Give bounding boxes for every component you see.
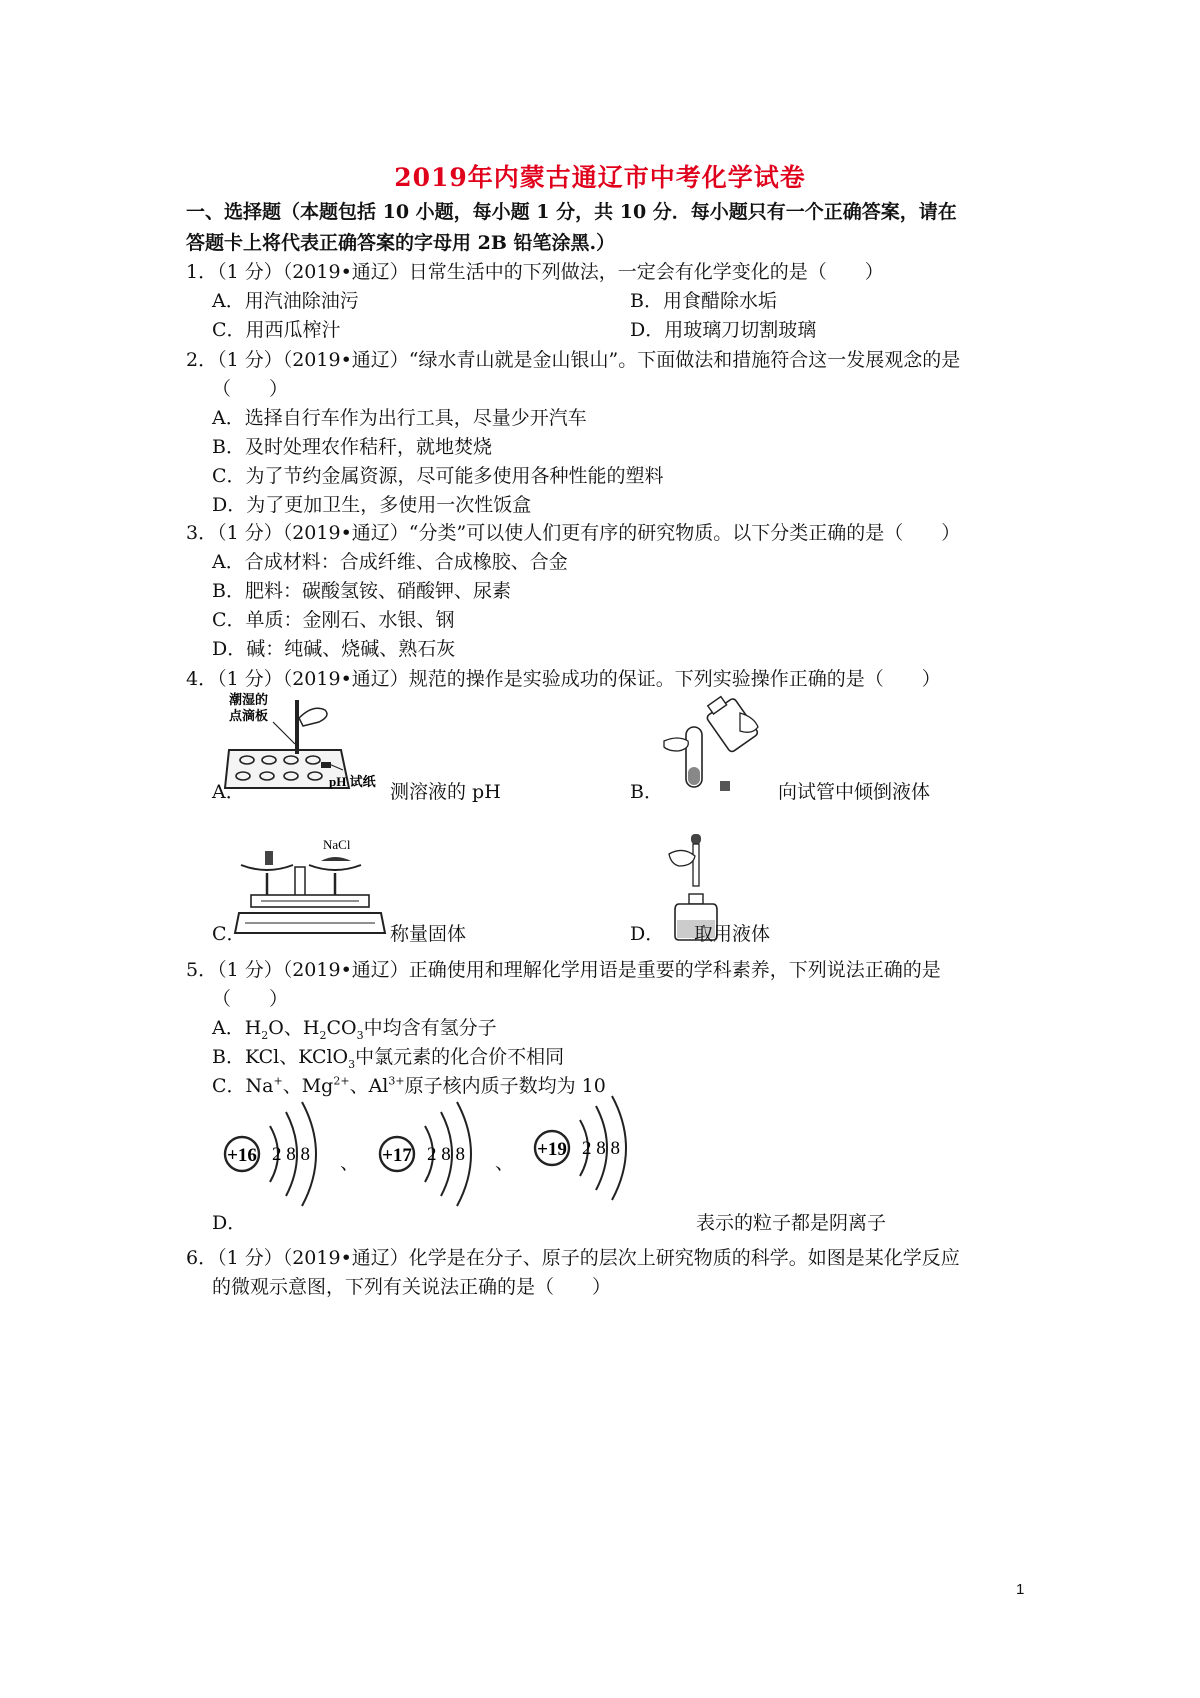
atom-diagram-k <box>530 1092 640 1202</box>
q3-option-c: C．单质：金刚石、水银、钢 <box>212 609 455 631</box>
q1-option-c: C．用西瓜榨汁 <box>212 319 341 341</box>
q2-option-a: A．选择自行车作为出行工具，尽量少开汽车 <box>212 407 587 429</box>
q2-stem-line1: 2．（1 分）（2019•通辽）“绿水青山就是金山银山”。下面做法和措施符合这一发展观念的是 <box>186 349 961 371</box>
q4-option-c-text: 称量固体 <box>390 923 467 945</box>
q4-option-b-letter: B． <box>630 781 663 803</box>
q5-option-d-letter: D． <box>212 1212 247 1234</box>
atom-separator-1: 、 <box>340 1152 360 1174</box>
atom-3-shells: 2 8 8 <box>582 1138 620 1159</box>
section-heading-line1: 一、选择题（本题包括 10 小题，每小题 1 分，共 10 分．每小题只有一个正确答案，请在 <box>186 201 957 223</box>
q3-option-d: D．碱：纯碱、烧碱、熟石灰 <box>212 638 456 660</box>
q4-option-b-text: 向试管中倾倒液体 <box>778 781 931 803</box>
q2-option-d: D．为了更加卫生，多使用一次性饭盒 <box>212 494 532 516</box>
q4-option-c-letter: C． <box>212 923 246 945</box>
q6-stem-line2: 的微观示意图，下列有关说法正确的是（ ） <box>212 1276 612 1298</box>
q5-option-b: B．KCl、KClO$_3$中氯元素的化合价不相同 <box>212 1046 565 1071</box>
q1-stem: 1．（1 分）（2019•通辽）日常生活中的下列做法，一定会有化学变化的是（ ） <box>186 261 884 283</box>
q4-option-d-letter: D． <box>630 923 665 945</box>
spot-plate-label-2: 点滴板 <box>229 708 269 723</box>
page-title: 2019年内蒙古通辽市中考化学试卷 <box>394 163 806 192</box>
q4-option-a-letter: A． <box>212 781 245 803</box>
q5-stem-line1: 5．（1 分）（2019•通辽）正确使用和理解化学用语是重要的学科素养，下列说法正确的是 <box>186 959 941 981</box>
spot-plate-label-1: 潮湿的 <box>229 692 269 707</box>
q5-option-c: C．Na+、$Mg^{2+}$、$Al^{3+}$原子核内质子数均为 10 <box>212 1074 606 1097</box>
q3-option-b: B．肥料：碳酸氢铵、硝酸钾、尿素 <box>212 580 511 602</box>
q3-option-a: A．合成材料：合成纤维、合成橡胶、合金 <box>212 551 568 573</box>
atom-diagram-s <box>220 1098 330 1208</box>
atom-separator-2: 、 <box>495 1152 515 1174</box>
q2-stem-line2: （ ） <box>212 378 289 400</box>
q5-stem-line2: （ ） <box>212 988 289 1010</box>
atom-diagram-cl <box>375 1098 485 1208</box>
atom-2-nucleus: +17 <box>382 1145 412 1166</box>
q5-option-d-text: 表示的粒子都是阴离子 <box>696 1212 887 1234</box>
q6-stem-line1: 6．（1 分）（2019•通辽）化学是在分子、原子的层次上研究物质的科学。如图是某化学反应 <box>186 1247 960 1269</box>
q4-option-d-text: 取用液体 <box>694 923 771 945</box>
atom-1-nucleus: +16 <box>227 1145 257 1166</box>
atom-3-nucleus: +19 <box>537 1139 567 1160</box>
ph-paper-label: pH 试纸 <box>329 774 376 789</box>
page-number: 1 <box>1016 1581 1025 1598</box>
q4-stem: 4．（1 分）（2019•通辽）规范的操作是实验成功的保证。下列实验操作正确的是（ ） <box>186 668 941 690</box>
q5-option-c-text: 原子核内质子数均为 10 <box>404 1075 606 1097</box>
q5-option-a-text: 中均含有氢分子 <box>363 1017 497 1039</box>
spot-plate-figure <box>225 692 385 800</box>
q3-stem: 3．（1 分）（2019•通辽）“分类”可以使人们更有序的研究物质。以下分类正确的是（ ） <box>186 522 961 544</box>
q1-option-d: D．用玻璃刀切割玻璃 <box>630 319 817 341</box>
q2-option-c: C．为了节约金属资源，尽可能多使用各种性能的塑料 <box>212 465 664 487</box>
atom-1-shells: 2 8 8 <box>272 1144 310 1165</box>
q1-option-b: B．用食醋除水垢 <box>630 290 777 312</box>
q5-option-a: A．$H_2O$、$H_2CO_3$中均含有氢分子 <box>212 1017 497 1042</box>
balance-figure <box>235 833 385 941</box>
q2-option-b: B．及时处理农作秸秆，就地焚烧 <box>212 436 492 458</box>
section-heading-line2: 答题卡上将代表正确答案的字母用 2B 铅笔涂黑.） <box>186 232 616 254</box>
q1-option-a: A．用汽油除油污 <box>212 290 359 312</box>
q5-option-b-text: 中氯元素的化合价不相同 <box>355 1046 565 1068</box>
pouring-liquid-figure <box>662 693 772 801</box>
nacl-label: NaCl <box>323 837 351 852</box>
q4-option-a-text: 测溶液的 pH <box>390 781 501 803</box>
atom-2-shells: 2 8 8 <box>427 1144 465 1165</box>
